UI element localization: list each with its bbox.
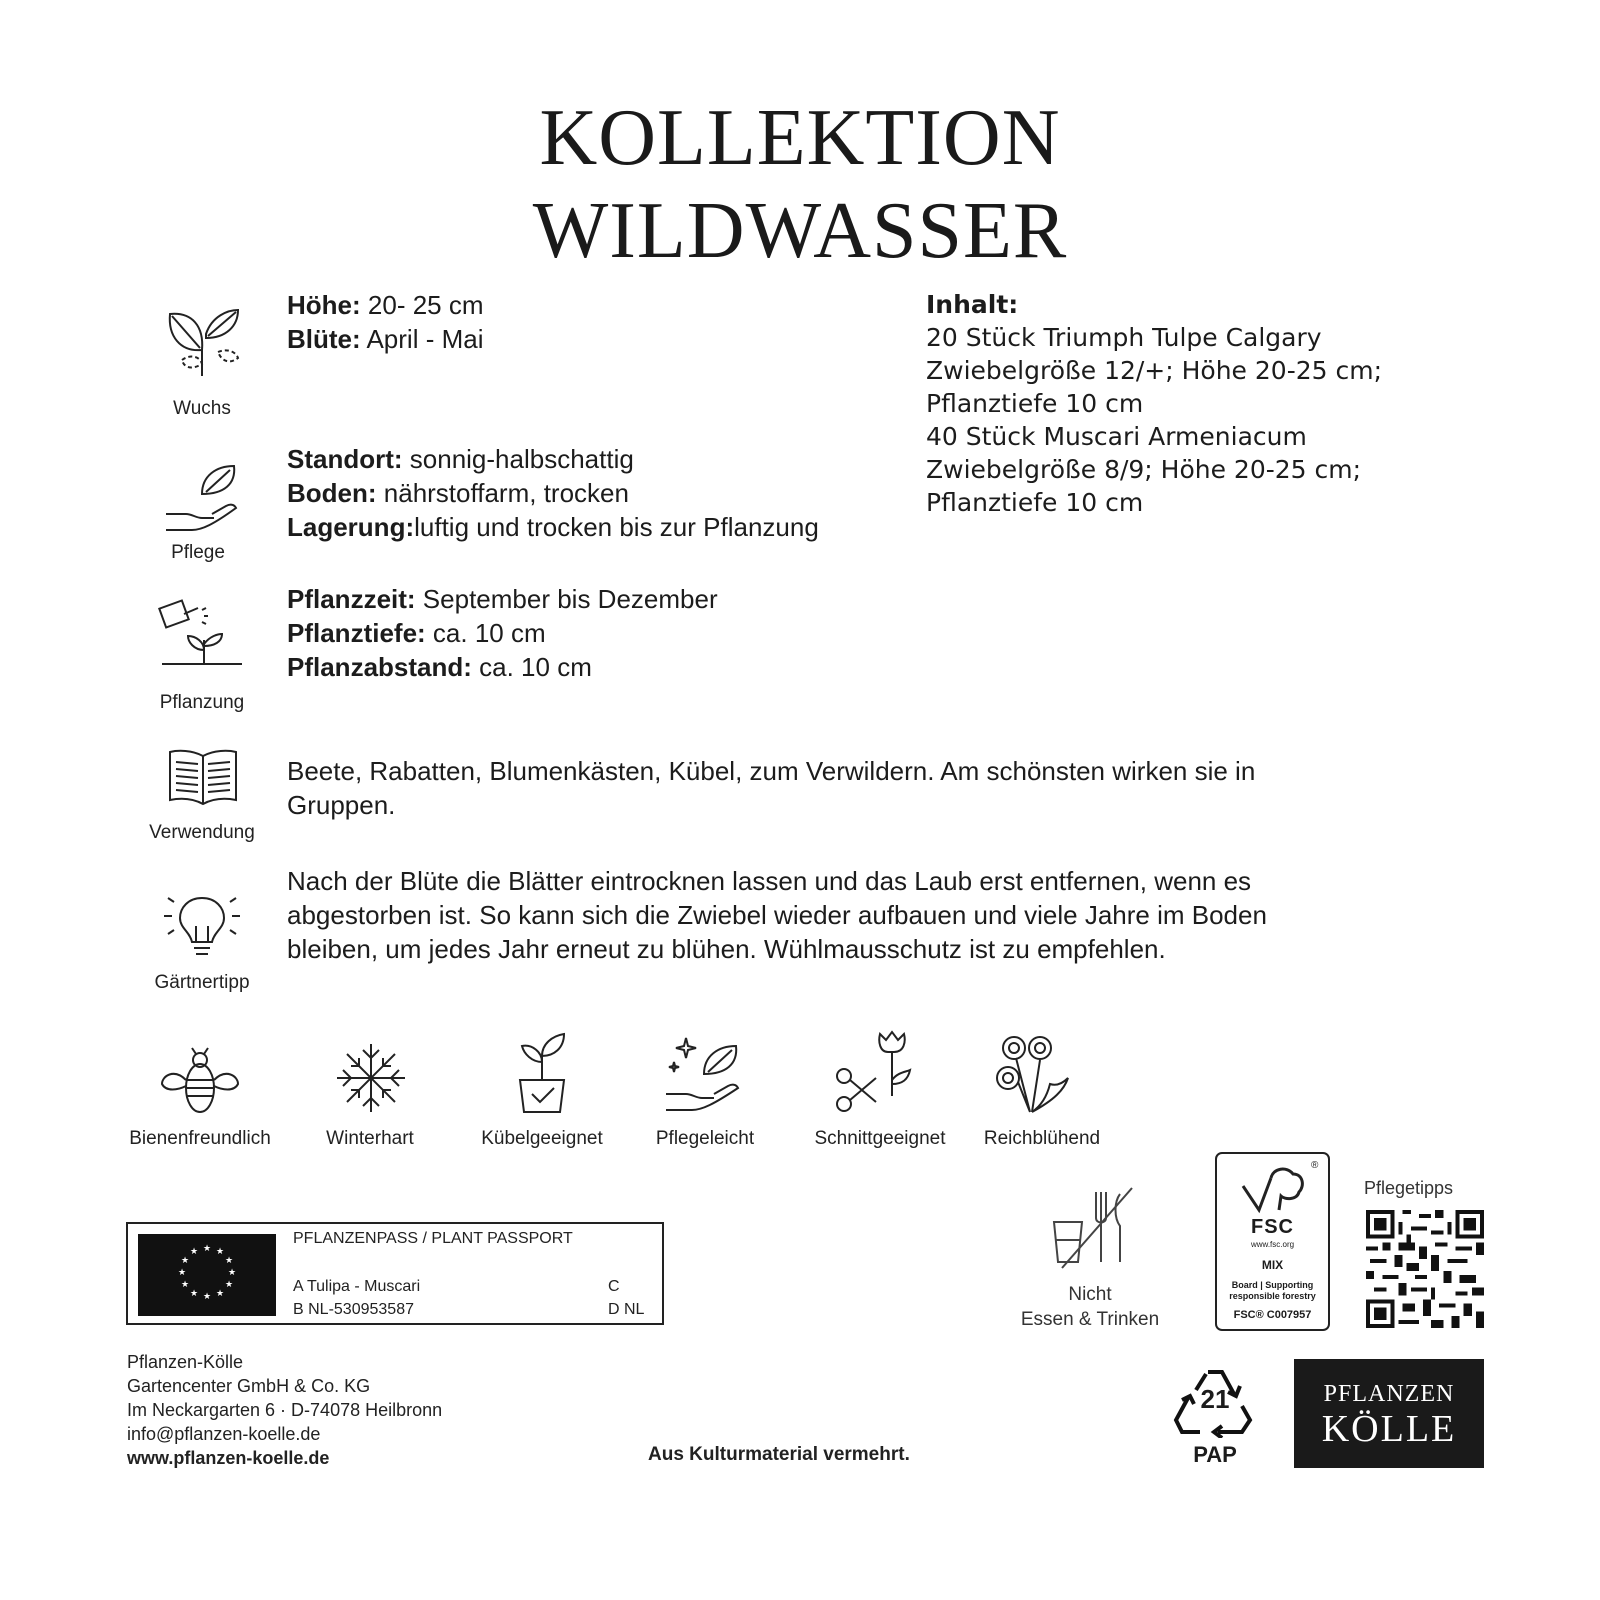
email-link[interactable]: info@pflanzen-koelle.de (127, 1424, 321, 1444)
pflanztiefe-value: ca. 10 cm (425, 618, 546, 648)
brand-line-2: KÖLLE (1321, 1408, 1457, 1450)
pflanztiefe-label: Pflanztiefe: (287, 618, 426, 648)
svg-text:★: ★ (224, 1280, 234, 1290)
website-link[interactable]: www.pflanzen-koelle.de (127, 1448, 330, 1468)
feature-label-kuebelgeeignet: Kübelgeeignet (481, 1128, 603, 1149)
fsc-claim-2: responsible forestry (1229, 1291, 1316, 1301)
svg-text:★: ★ (189, 1247, 199, 1257)
svg-text:★: ★ (202, 1292, 212, 1302)
pflanzzeit-row (287, 582, 718, 616)
svg-text:★: ★ (189, 1289, 199, 1299)
inhalt-block (926, 288, 1382, 519)
passport-c: C (608, 1278, 620, 1295)
recycling-number: 21 (1200, 1384, 1230, 1414)
inhalt-heading: Inhalt: (926, 290, 1019, 319)
boden-value: nährstoffarm, trocken (376, 478, 629, 508)
inhalt-line: 20 Stück Triumph Tulpe Calgary (926, 323, 1322, 352)
eu-flag-icon (138, 1234, 276, 1316)
hand-sparkle-leaf-icon (664, 1032, 742, 1114)
svg-text:★: ★ (180, 1280, 190, 1290)
tipp-line-1: Nach der Blüte die Blätter eintrocknen lassen und das Laub erst entfernen, wenn es (287, 866, 1252, 896)
gaertnertipp-text (287, 864, 1267, 966)
leaves-icon (162, 304, 242, 384)
bee-icon (158, 1046, 242, 1116)
watering-can-icon (158, 598, 244, 688)
fsc-logo-text: FSC (1251, 1216, 1294, 1238)
svg-text:★: ★ (215, 1289, 225, 1299)
standort-value: sonnig-halbschattig (402, 444, 634, 474)
verwendung-text (287, 754, 1255, 822)
svg-text:★: ★ (180, 1256, 190, 1266)
verwendung-line-2: Gruppen. (287, 790, 396, 820)
snowflake-icon (333, 1040, 409, 1116)
icon-label-pflanzung: Pflanzung (159, 692, 245, 713)
fsc-url: www.fsc.org (1250, 1240, 1295, 1249)
icon-label-verwendung: Verwendung (149, 822, 255, 843)
passport-b: B NL-530953587 (293, 1301, 414, 1318)
wuchs-info (287, 288, 484, 356)
flower-bouquet-icon (992, 1034, 1078, 1116)
title-line-1: KOLLEKTION (539, 94, 1061, 182)
feature-label-schnittgeeignet: Schnittgeeignet (814, 1128, 946, 1149)
kultur-note: Aus Kulturmaterial vermehrt. (648, 1444, 910, 1465)
passport-a: A Tulipa - Muscari (293, 1278, 421, 1295)
icon-label-gaertnertipp: Gärtnertipp (154, 972, 250, 993)
pflanzung-info (287, 582, 718, 684)
book-icon (166, 746, 240, 810)
pflanzen-koelle-logo (1294, 1359, 1484, 1468)
bluete-value: April - Mai (360, 324, 484, 354)
tipp-line-3: bleiben, um jedes Jahr erneut zu blühen. Wühlmausschutz ist zu empfehlen. (287, 934, 1166, 964)
plant-passport (126, 1222, 664, 1325)
hoehe-value: 20- 25 cm (360, 290, 484, 320)
hoehe-row (287, 288, 484, 322)
lagerung-row (287, 510, 819, 544)
scissors-tulip-icon (832, 1030, 914, 1116)
company-address (127, 1350, 442, 1470)
fsc-mix: MIX (1261, 1258, 1284, 1272)
inhalt-line: Pflanztiefe 10 cm (926, 389, 1144, 418)
standort-label: Standort: (287, 444, 403, 474)
icon-label-pflege: Pflege (171, 542, 225, 563)
icon-label-wuchs: Wuchs (173, 398, 231, 419)
not-edible-line-2: Essen & Trinken (1020, 1309, 1160, 1330)
address-line: Gartencenter GmbH & Co. KG (127, 1376, 371, 1396)
svg-text:★: ★ (215, 1247, 225, 1257)
boden-label: Boden: (287, 478, 377, 508)
qr-label: Pflegetipps (1364, 1178, 1454, 1198)
inhalt-line: Zwiebelgröße 12/+; Höhe 20-25 cm; (926, 356, 1382, 385)
lightbulb-icon (160, 888, 244, 968)
no-eating-drinking-icon (1048, 1182, 1136, 1272)
not-edible-line-1: Nicht (1068, 1284, 1112, 1305)
inhalt-line: Pflanztiefe 10 cm (926, 488, 1144, 517)
bluete-label: Blüte: (287, 324, 361, 354)
passport-header: PFLANZENPASS / PLANT PASSPORT (293, 1230, 573, 1247)
verwendung-line-1: Beete, Rabatten, Blumenkästen, Kübel, zum Verwildern. Am schönsten wirken sie in (287, 756, 1256, 786)
fsc-code: FSC® C007957 (1233, 1309, 1312, 1321)
qr-code-icon[interactable] (1366, 1210, 1484, 1328)
inhalt-line: Zwiebelgröße 8/9; Höhe 20-25 cm; (926, 455, 1362, 484)
pflanzzeit-label: Pflanzzeit: (287, 584, 416, 614)
pflanzzeit-value: September bis Dezember (415, 584, 718, 614)
recycling-code: PAP (1193, 1442, 1237, 1467)
passport-d: D NL (608, 1301, 645, 1318)
feature-label-bienenfreundlich: Bienenfreundlich (129, 1128, 271, 1149)
fsc-claim-1: Board | Supporting (1231, 1280, 1314, 1290)
address-line: Pflanzen-Kölle (127, 1352, 244, 1372)
boden-row (287, 476, 819, 510)
feature-label-pflegeleicht: Pflegeleicht (655, 1128, 755, 1149)
lagerung-value: luftig und trocken bis zur Pflanzung (414, 512, 819, 542)
standort-row (287, 442, 819, 476)
bluete-row (287, 322, 484, 356)
feature-label-reichbluehend: Reichblühend (983, 1128, 1101, 1149)
fsc-registered: ® (1311, 1160, 1319, 1171)
pflanzabstand-value: ca. 10 cm (471, 652, 592, 682)
svg-text:★: ★ (177, 1268, 187, 1278)
hand-leaf-icon (162, 460, 242, 540)
pflanztiefe-row (287, 616, 718, 650)
feature-label-winterhart: Winterhart (326, 1128, 414, 1149)
svg-text:★: ★ (224, 1256, 234, 1266)
tipp-line-2: abgestorben ist. So kann sich die Zwiebel wieder aufbauen und viele Jahre im Boden (287, 900, 1267, 930)
title-line-2: WILDWASSER (532, 187, 1068, 275)
address-line: Im Neckargarten 6 · D-74078 Heilbronn (127, 1400, 443, 1420)
pflanzabstand-row (287, 650, 718, 684)
lagerung-label: Lagerung: (287, 512, 415, 542)
hoehe-label: Höhe: (287, 290, 361, 320)
fsc-tree-icon (1237, 1164, 1309, 1216)
svg-text:★: ★ (227, 1268, 237, 1278)
pot-plant-icon (510, 1032, 574, 1116)
pflege-info (287, 442, 819, 544)
not-edible-label (1010, 1282, 1170, 1332)
fsc-badge (1215, 1152, 1330, 1331)
pflanzabstand-label: Pflanzabstand: (287, 652, 472, 682)
svg-text:★: ★ (202, 1244, 212, 1254)
brand-line-1: PFLANZEN (1323, 1381, 1455, 1407)
inhalt-line: 40 Stück Muscari Armeniacum (926, 422, 1307, 451)
